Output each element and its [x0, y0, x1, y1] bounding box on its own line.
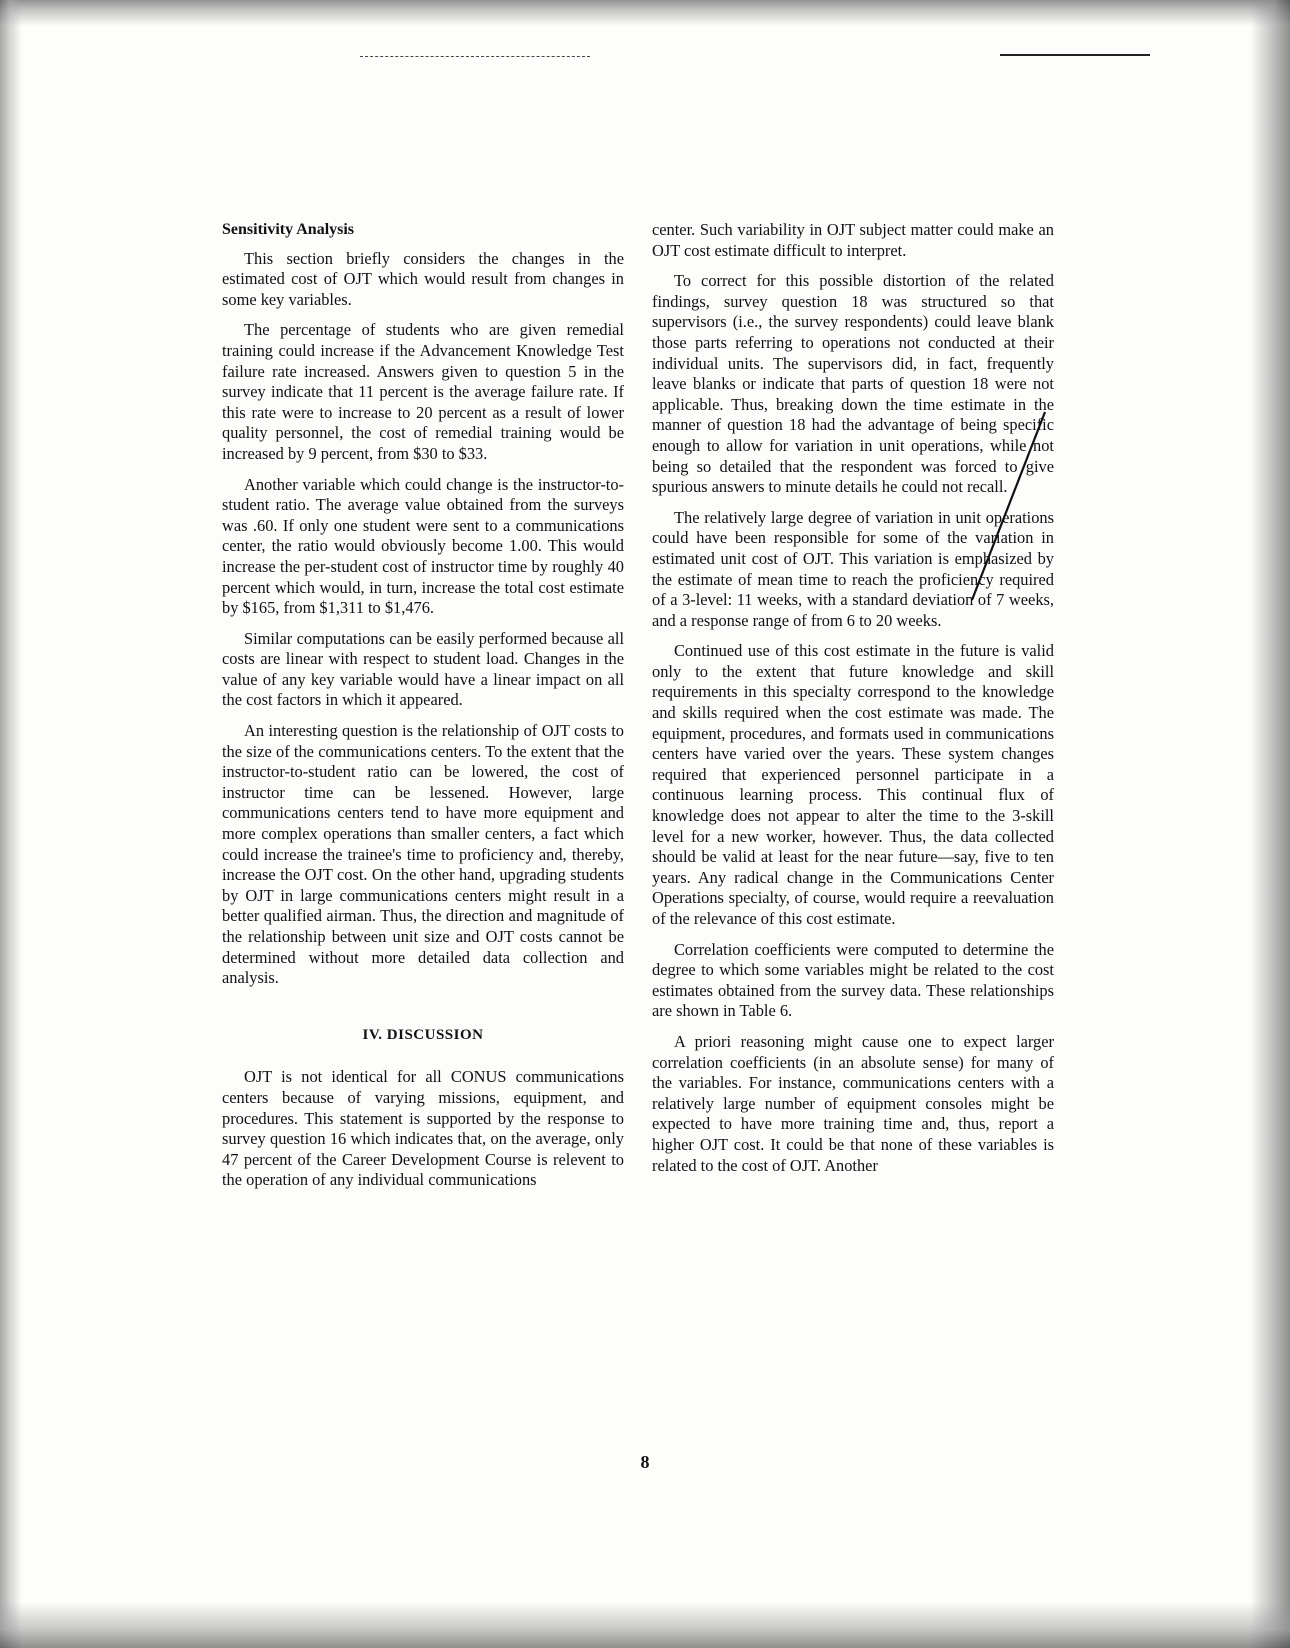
paragraph: This section briefly considers the changes in the estimated cost of OJT which would result from changes in some key variables.	[222, 248, 624, 309]
paragraph: Continued use of this cost estimate in the future is valid only to the extent that future knowledge and skill requirements in this specialty correspond to the knowledge and skills required when the cost estimate was made. The equipment, procedures, and formats used in communications centers have varied over the years. These system changes required that experienced personnel participate in a continuous learning process. This continual flux of knowledge does not appear to alter the time to the 3-skill level for a new worker, however. Thus, the data collected should be valid at least for the near future—say, five to ten years. Any radical change in the Communications Center Operations specialty, of course, would require a reevaluation of the relevance of this cost estimate.	[652, 641, 1054, 928]
paragraph: OJT is not identical for all CONUS communications centers because of varying missions, equipment, and procedures. This statement is supported by the response to survey question 16 which indicates that, on the average, only 47 percent of the Career Development Course is relevent to the operation of any individual communications	[222, 1067, 624, 1190]
paragraph: To correct for this possible distortion of the related findings, survey question 18 was structured so that supervisors (i.e., the survey respondents) could leave blank those parts referring to operations not conducted at their individual units. The supervisors did, in fact, frequently leave blanks or indicate that parts of question 18 were not applicable. Thus, breaking down the time estimate in the manner of question 18 had the advantage of being specific enough to allow for variation in unit operations, while not being so detailed that the respondent was forced to give spurious answers to minute details he could not recall.	[652, 271, 1054, 497]
paragraph: The relatively large degree of variation in unit operations could have been responsible for some of the variation in estimated unit cost of OJT. This variation is emphasized by the estimate of mean time to reach the proficiency required of a 3-level: 11 weeks, with a standard deviation of 7 weeks, and a response range of from 6 to 20 weeks.	[652, 507, 1054, 630]
section-title: IV. DISCUSSION	[362, 1026, 484, 1043]
paragraph: An interesting question is the relationship of OJT costs to the size of the communications centers. To the extent that the instructor-to-student ratio can be lowered, the cost of instructor time can be lessened. However, large communications centers tend to have more equipment and more complex operations than smaller centers, a fact which could increase the trainee's time to proficiency and, thereby, increase the OJT cost. On the other hand, upgrading students by OJT in large communications centers might result in a better qualified airman. Thus, the direction and magnitude of the relationship between unit size and OJT costs cannot be determined without more detailed data collection and analysis.	[222, 721, 624, 988]
paragraph: The percentage of students who are given remedial training could increase if the Advancement Knowledge Test failure rate increased. Answers given to question 5 in the survey indicate that 11 percent is the average failure rate. If this rate were to increase to 20 percent as a result of lower quality personnel, the cost of remedial training would be increased by 9 percent, from $30 to $33.	[222, 320, 624, 463]
paragraph: A priori reasoning might cause one to expect larger correlation coefficients (in an absolute sense) for many of the variables. For instance, communications centers with a relatively large number of equipment consoles might be expected to have more training time and, thus, report a higher OJT cost. It could be that none of these variables is related to the cost of OJT. Another	[652, 1031, 1054, 1175]
paragraph: Similar computations can be easily performed because all costs are linear with respect to student load. Changes in the value of any key variable would have a linear impact on all the cost factors in which it appeared.	[222, 628, 624, 710]
paragraph: Another variable which could change is the instructor-to-student ratio. The average value obtained from the surveys was .60. If only one student were sent to a communications center, the ratio would obviously become 1.00. This would increase the per-student cost of instructor time by roughly 40 percent which would, in turn, increase the total cost estimate by $165, from $1,311 to $1,476.	[222, 474, 624, 618]
paragraph: center. Such variability in OJT subject matter could make an OJT cost estimate difficult to interpret.	[652, 220, 1054, 260]
paragraph: Correlation coefficients were computed to determine the degree to which some variables might be related to the cost estimates obtained from the survey data. These relationships are shown in Table 6.	[652, 939, 1054, 1021]
page-number: 8	[640, 1452, 650, 1472]
section-heading: Sensitivity Analysis	[222, 221, 355, 238]
